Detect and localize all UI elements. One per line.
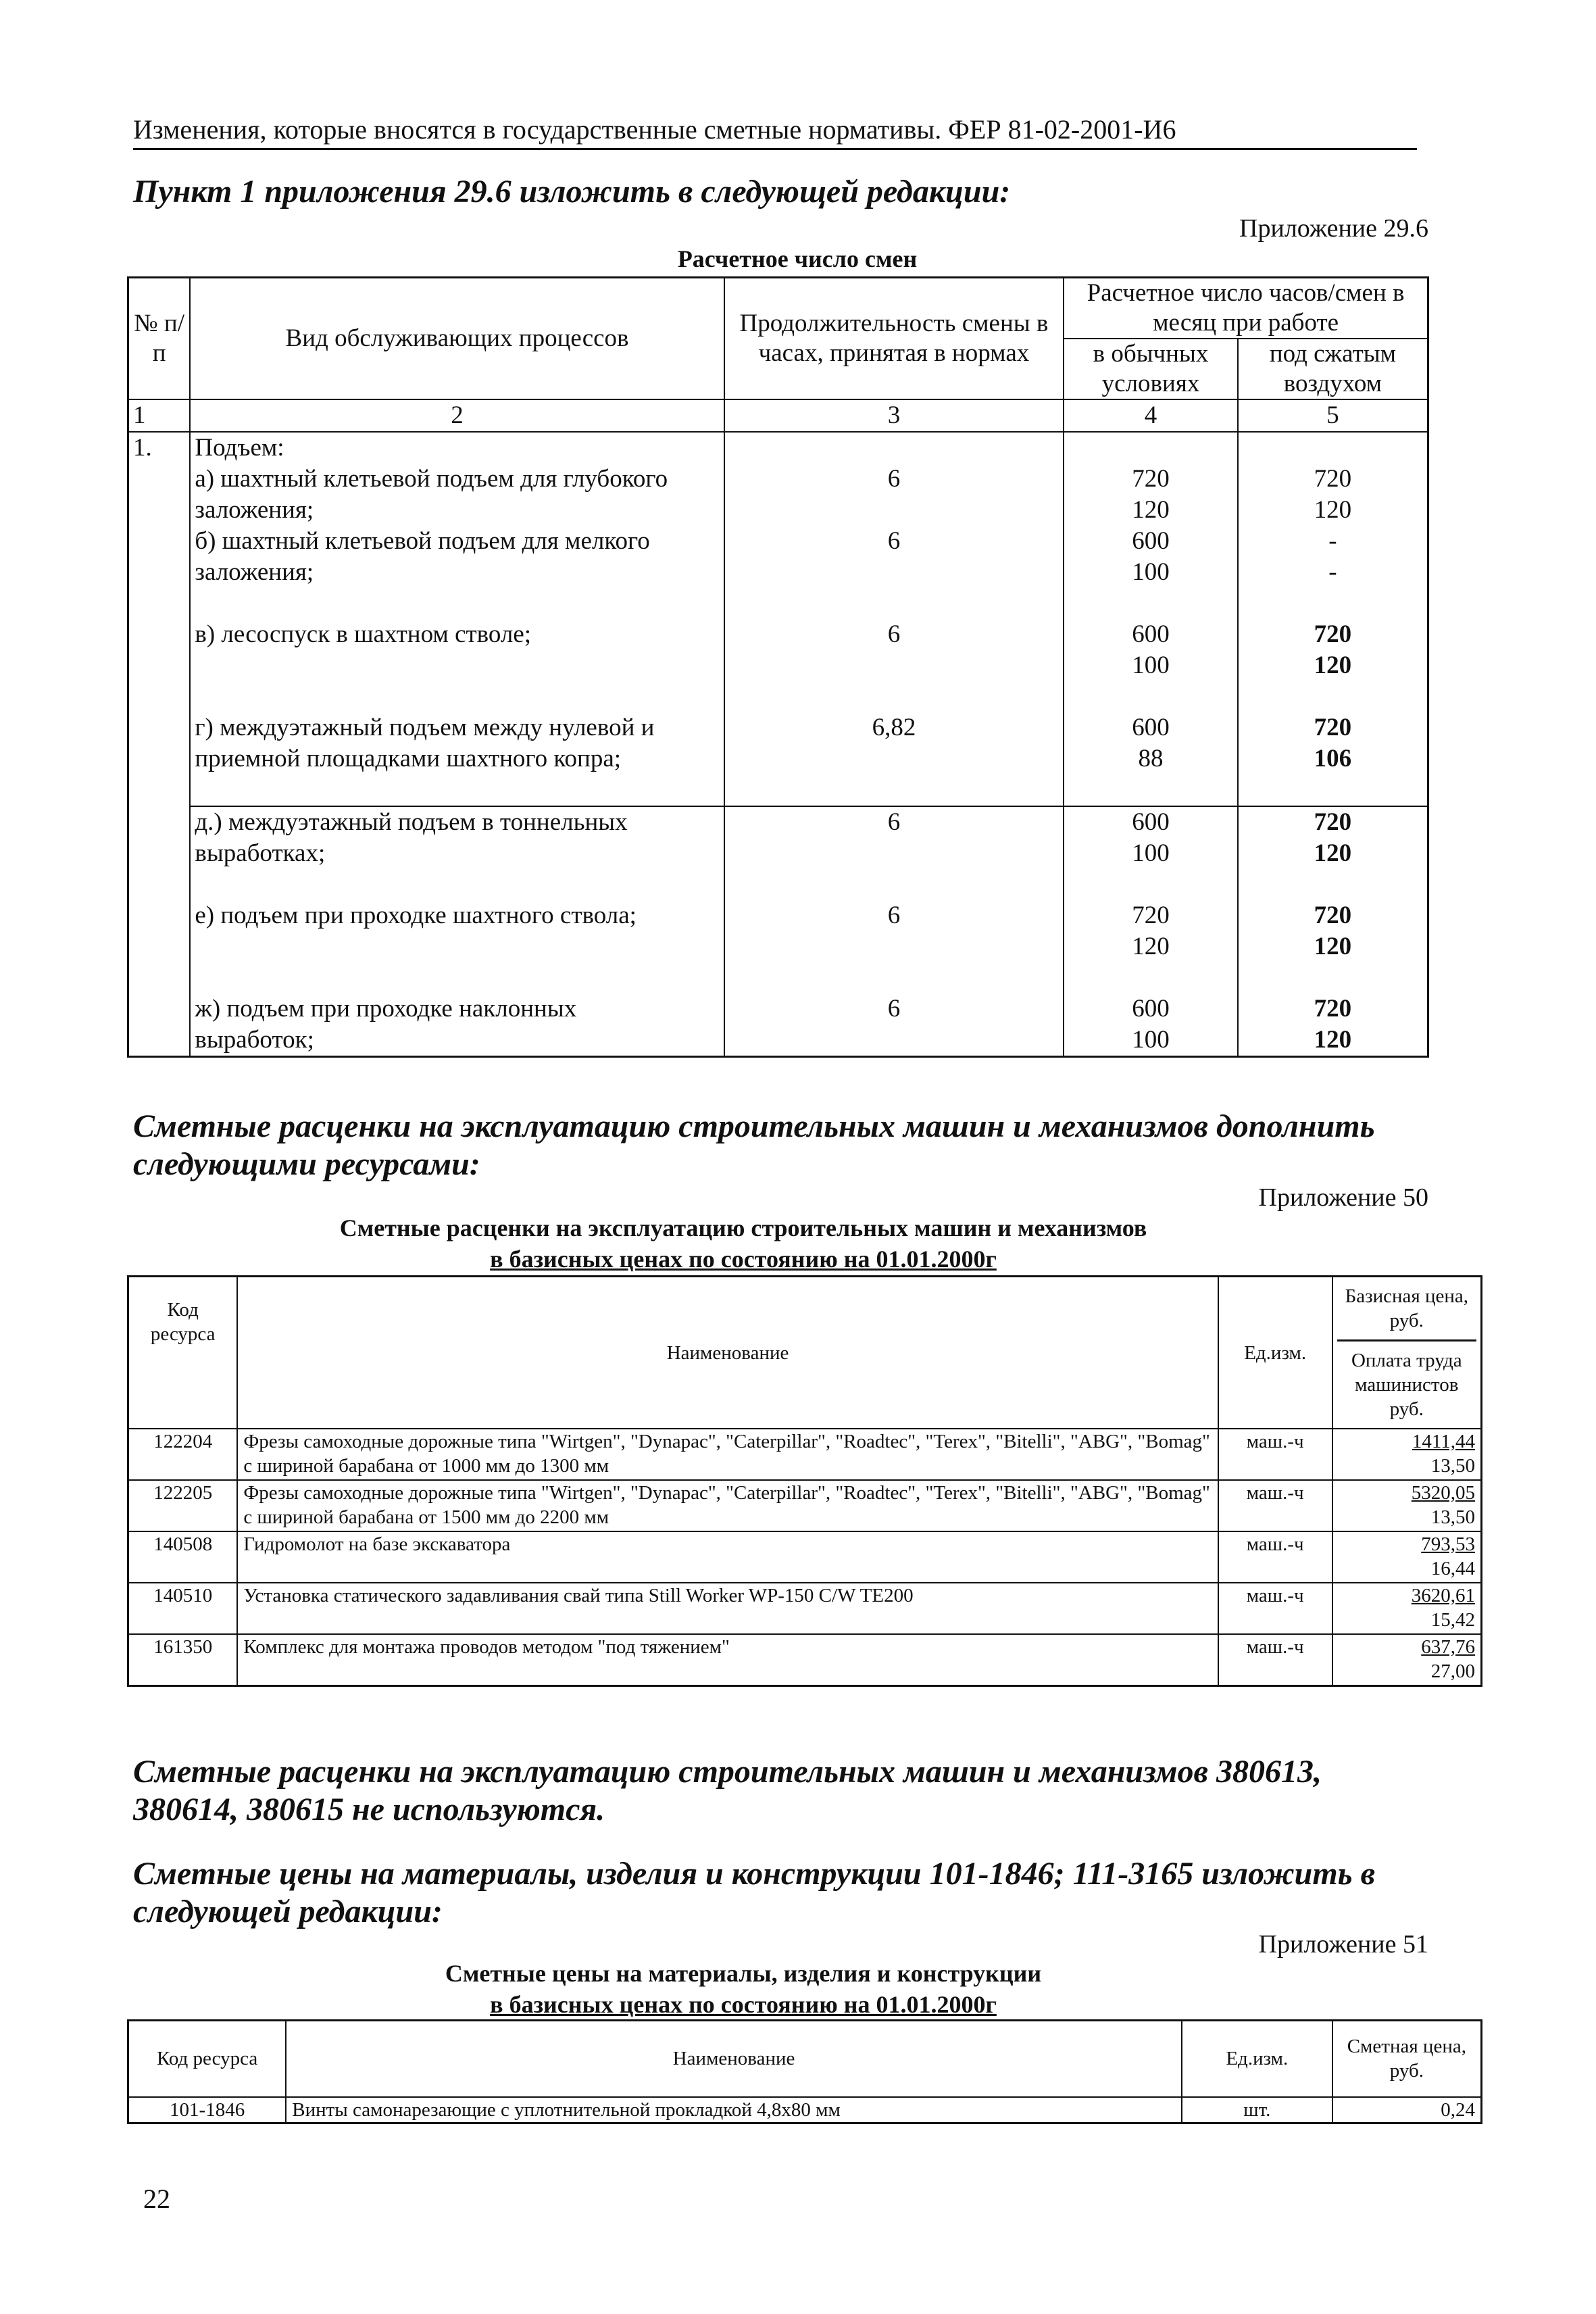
resource-prices [1332, 1531, 1482, 1583]
row-number [128, 931, 191, 962]
table-title: Сметные расценки на эксплуатацию строительных машин и механизмов [339, 1214, 1147, 1241]
row-number [128, 526, 191, 557]
process-name: выработках; [190, 838, 724, 869]
header-name: Наименование [237, 1277, 1218, 1429]
process-name: приемной площадками шахтного копра; [190, 743, 724, 774]
column-number: 2 [190, 399, 724, 432]
hours-compressed [1238, 774, 1428, 806]
row-number [128, 650, 191, 681]
hours-normal [1064, 962, 1238, 993]
hours-normal [1064, 774, 1238, 806]
resource-code: 122204 [128, 1429, 238, 1480]
process-name: заложения; [190, 495, 724, 526]
hours-normal: 600 [1064, 526, 1238, 557]
row-number [128, 806, 191, 838]
header-normal: в обычных условиях [1064, 339, 1238, 399]
shift-duration [724, 681, 1064, 712]
shift-duration [724, 869, 1064, 900]
row-number [128, 619, 191, 650]
shift-duration [724, 838, 1064, 869]
resource-prices [1332, 1429, 1482, 1480]
table-subtitle: в базисных ценах по состоянию на 01.01.2000г [490, 1991, 997, 2018]
process-name: г) междуэтажный подъем между нулевой и [190, 712, 724, 743]
hours-normal: 600 [1064, 806, 1238, 838]
machines-table [127, 1275, 1482, 1687]
resource-name: Гидромолот на базе экскаватора [237, 1531, 1218, 1583]
row-number [128, 869, 191, 900]
header-unit: Ед.изм. [1182, 2021, 1332, 2097]
hours-normal: 600 [1064, 993, 1238, 1025]
section1-heading: Пункт 1 приложения 29.6 изложить в следующей редакции: [133, 174, 1011, 210]
column-number: 4 [1064, 399, 1238, 432]
table-row [128, 1429, 1482, 1480]
resource-unit: маш.-ч [1218, 1480, 1332, 1531]
header-duration: Продолжительность смены в часах, принятая в нормах [724, 278, 1064, 400]
resource-prices [1332, 1634, 1482, 1686]
table-row [128, 1583, 1482, 1634]
hours-normal: 100 [1064, 1025, 1238, 1057]
operator-wage: 13,50 [1430, 1455, 1475, 1477]
running-header: Изменения, которые вносятся в государственные сметные нормативы. ФЕР 81-02-2001-И6 [133, 114, 1417, 150]
header-unit: Ед.изм. [1218, 1277, 1332, 1429]
shift-duration [724, 931, 1064, 962]
hours-compressed: 120 [1238, 838, 1428, 869]
row-number [128, 993, 191, 1025]
process-name: д.) междуэтажный подъем в тоннельных [190, 806, 724, 838]
process-name [190, 588, 724, 619]
base-price: 3620,61 [1411, 1585, 1475, 1606]
hours-normal: 100 [1064, 557, 1238, 588]
resource-unit: шт. [1182, 2097, 1332, 2123]
table-line [128, 806, 1428, 838]
hours-normal: 120 [1064, 495, 1238, 526]
resource-price: 0,24 [1332, 2097, 1482, 2123]
hours-compressed [1238, 962, 1428, 993]
row-number [128, 1025, 191, 1057]
process-name: выработок; [190, 1025, 724, 1057]
hours-compressed [1238, 681, 1428, 712]
resource-name: Фрезы самоходные дорожные типа "Wirtgen", "Dynapac", "Caterpillar", "Roadtec", "Terex", "Bitelli", "ABG", "Bomag" с шириной барабана от 1500 мм до 2200 мм [237, 1480, 1218, 1531]
shift-duration: 6 [724, 619, 1064, 650]
process-name: б) шахтный клетьевой подъем для мелкого [190, 526, 724, 557]
resource-name: Установка статического задавливания свай типа Still Worker WP-150 C/W TE200 [237, 1583, 1218, 1634]
hours-normal [1064, 432, 1238, 464]
hours-compressed: 120 [1238, 931, 1428, 962]
shift-duration [724, 1025, 1064, 1057]
shift-duration [724, 495, 1064, 526]
hours-normal: 120 [1064, 931, 1238, 962]
table-subtitle: в базисных ценах по состоянию на 01.01.2000г [490, 1246, 997, 1273]
base-price: 637,76 [1421, 1636, 1475, 1658]
hours-normal [1064, 681, 1238, 712]
shift-duration [724, 743, 1064, 774]
shift-duration: 6 [724, 900, 1064, 931]
section4-heading: Сметные цены на материалы, изделия и конструкции 101-1846; 111-3165 изложить в следующей редакции: [133, 1856, 1376, 1929]
hours-compressed: 720 [1238, 900, 1428, 931]
resource-unit: маш.-ч [1218, 1531, 1332, 1583]
process-name: в) лесоспуск в шахтном стволе; [190, 619, 724, 650]
header-code: Код ресурса [128, 1277, 238, 1429]
shift-duration [724, 650, 1064, 681]
hours-compressed: - [1238, 557, 1428, 588]
table-row [128, 1480, 1482, 1531]
table-line [128, 681, 1428, 712]
base-price: 793,53 [1421, 1533, 1475, 1555]
process-name [190, 869, 724, 900]
page-number: 22 [143, 2184, 170, 2214]
hours-compressed [1238, 869, 1428, 900]
hours-normal: 100 [1064, 650, 1238, 681]
hours-compressed: 720 [1238, 712, 1428, 743]
shift-duration [724, 588, 1064, 619]
process-name: ж) подъем при проходке наклонных [190, 993, 724, 1025]
process-name [190, 681, 724, 712]
shifts-table [127, 276, 1429, 1058]
table-line [128, 619, 1428, 650]
hours-normal [1064, 588, 1238, 619]
table-line [128, 900, 1428, 931]
row-number [128, 495, 191, 526]
resource-code: 101-1846 [128, 2097, 286, 2123]
process-name: Подъем: [190, 432, 724, 464]
header-group: Расчетное число часов/смен в месяц при работе [1064, 278, 1428, 339]
shift-duration: 6 [724, 806, 1064, 838]
process-name [190, 650, 724, 681]
process-name [190, 931, 724, 962]
hours-compressed: 720 [1238, 993, 1428, 1025]
hours-compressed: 120 [1238, 650, 1428, 681]
resource-code: 140510 [128, 1583, 238, 1634]
hours-compressed: 120 [1238, 495, 1428, 526]
table-line [128, 869, 1428, 900]
table-line [128, 1025, 1428, 1057]
table-line [128, 931, 1428, 962]
table-title: Сметные цены на материалы, изделия и конструкции [445, 1960, 1042, 1987]
base-price: 5320,05 [1411, 1482, 1475, 1504]
table-line [128, 838, 1428, 869]
table-line [128, 712, 1428, 743]
table-row [128, 1531, 1482, 1583]
row-number [128, 588, 191, 619]
table-line [128, 432, 1428, 464]
resource-name: Комплекс для монтажа проводов методом "под тяжением" [237, 1634, 1218, 1686]
appendix-label: Приложение 51 [1258, 1930, 1428, 1959]
table-line [128, 743, 1428, 774]
header-price: Базисная цена, руб. [1337, 1284, 1476, 1341]
table-line [128, 557, 1428, 588]
hours-normal: 88 [1064, 743, 1238, 774]
resource-unit: маш.-ч [1218, 1583, 1332, 1634]
row-number [128, 712, 191, 743]
hours-normal: 720 [1064, 464, 1238, 495]
table-line [128, 774, 1428, 806]
header-wage: Оплата труда машинистов руб. [1351, 1350, 1462, 1420]
table-row [128, 1634, 1482, 1686]
hours-normal: 600 [1064, 619, 1238, 650]
appendix-label: Приложение 29.6 [1239, 214, 1428, 243]
table-line [128, 962, 1428, 993]
shift-duration: 6 [724, 526, 1064, 557]
shift-duration [724, 557, 1064, 588]
process-name [190, 774, 724, 806]
resource-code: 161350 [128, 1634, 238, 1686]
shift-duration [724, 774, 1064, 806]
section2-heading: Сметные расценки на эксплуатацию строительных машин и механизмов дополнить следующими ресурсами: [133, 1108, 1375, 1182]
column-number: 1 [128, 399, 191, 432]
hours-normal: 600 [1064, 712, 1238, 743]
column-number: 5 [1238, 399, 1428, 432]
hours-compressed: 120 [1238, 1025, 1428, 1057]
resource-unit: маш.-ч [1218, 1429, 1332, 1480]
shift-duration: 6 [724, 993, 1064, 1025]
resource-unit: маш.-ч [1218, 1634, 1332, 1686]
table-line [128, 526, 1428, 557]
hours-compressed: 106 [1238, 743, 1428, 774]
row-number [128, 900, 191, 931]
hours-compressed: 720 [1238, 619, 1428, 650]
row-number [128, 464, 191, 495]
hours-compressed: - [1238, 526, 1428, 557]
resource-code: 122205 [128, 1480, 238, 1531]
hours-normal: 100 [1064, 838, 1238, 869]
section3-heading: Сметные расценки на эксплуатацию строительных машин и механизмов 380613, 380614, 380615 не используются. [133, 1754, 1322, 1827]
table-line [128, 588, 1428, 619]
materials-table [127, 2019, 1482, 2124]
row-number [128, 838, 191, 869]
shift-duration: 6,82 [724, 712, 1064, 743]
base-price: 1411,44 [1412, 1431, 1475, 1452]
column-number: 3 [724, 399, 1064, 432]
header-num: № п/п [128, 278, 191, 400]
hours-normal [1064, 869, 1238, 900]
header-compressed: под сжатым воздухом [1238, 339, 1428, 399]
operator-wage: 13,50 [1430, 1506, 1475, 1528]
hours-compressed [1238, 432, 1428, 464]
table-line [128, 495, 1428, 526]
hours-compressed [1238, 588, 1428, 619]
row-number: 1. [128, 432, 191, 464]
row-number [128, 962, 191, 993]
row-number [128, 681, 191, 712]
header-name: Наименование [286, 2021, 1182, 2097]
resource-name: Фрезы самоходные дорожные типа "Wirtgen", "Dynapac", "Caterpillar", "Roadtec", "Terex", "Bitelli", "ABG", "Bomag" с шириной барабана от 1000 мм до 1300 мм [237, 1429, 1218, 1480]
shift-duration [724, 962, 1064, 993]
table-line [128, 464, 1428, 495]
row-number [128, 774, 191, 806]
table-line [128, 993, 1428, 1025]
table-title: Расчетное число смен [677, 245, 918, 272]
process-name [190, 962, 724, 993]
shift-duration: 6 [724, 464, 1064, 495]
row-number [128, 557, 191, 588]
table-line [128, 650, 1428, 681]
shift-duration [724, 432, 1064, 464]
header-price: Сметная цена, руб. [1332, 2021, 1482, 2097]
process-name: а) шахтный клетьевой подъем для глубокого [190, 464, 724, 495]
hours-normal: 720 [1064, 900, 1238, 931]
operator-wage: 16,44 [1430, 1558, 1475, 1579]
hours-compressed: 720 [1238, 806, 1428, 838]
resource-name: Винты самонарезающие с уплотнительной прокладкой 4,8x80 мм [286, 2097, 1182, 2123]
process-name: е) подъем при проходке шахтного ствола; [190, 900, 724, 931]
resource-code: 140508 [128, 1531, 238, 1583]
operator-wage: 15,42 [1430, 1609, 1475, 1631]
header-code: Код ресурса [128, 2021, 286, 2097]
appendix-label: Приложение 50 [1258, 1183, 1428, 1212]
process-name: заложения; [190, 557, 724, 588]
operator-wage: 27,00 [1430, 1660, 1475, 1682]
hours-compressed: 720 [1238, 464, 1428, 495]
header-kind: Вид обслуживающих процессов [190, 278, 724, 400]
resource-prices [1332, 1480, 1482, 1531]
resource-prices [1332, 1583, 1482, 1634]
row-number [128, 743, 191, 774]
